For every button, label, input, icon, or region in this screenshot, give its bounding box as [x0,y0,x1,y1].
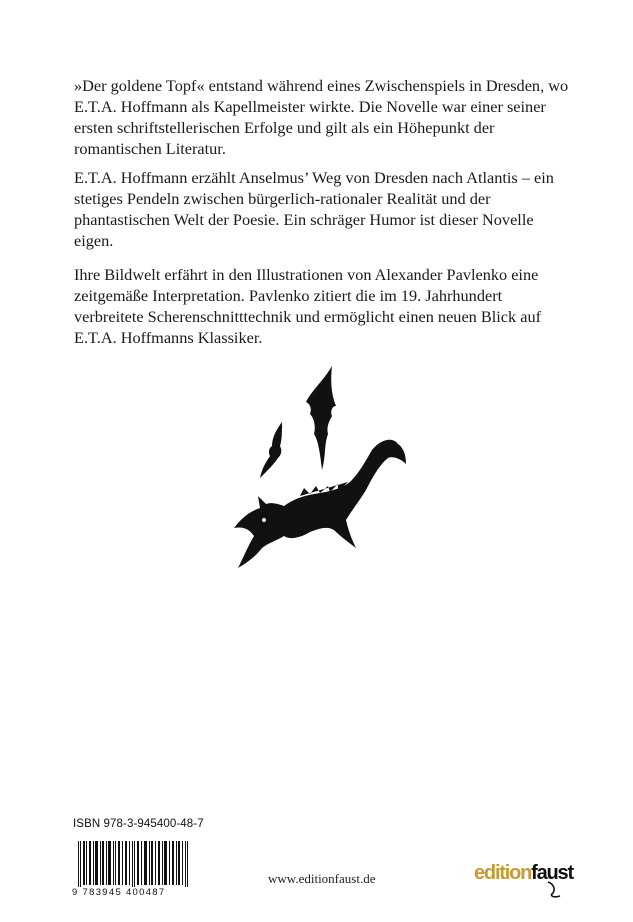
cat-eye-icon [262,518,266,522]
cat-body-icon [234,440,406,568]
logo-faust-text: faust [531,862,573,884]
isbn-label: ISBN 978-3-945400-48-7 [73,818,204,830]
blurb-paragraph-2: E.T.A. Hoffmann erzählt Anselmus’ Weg von Dresden nach Atlantis – ein stetiges Pendeln zwischen bürgerlich-rationaler Realität und der phantastischen Welt der Poesie. Ein schräger Humor ist dieser Novelle eigen. [74,168,554,250]
bat-small-icon [260,422,282,478]
blurb-paragraph-1: »Der goldene Topf« entstand während eines Zwischenspiels in Dresden, wo E.T.A. Hoffmann als Kapellmeister wirkte. Die Novelle war einer seiner ersten schriftstellerischen Erfolge und gilt als ein Höhepunkt der romantischen Literatur. [74,76,569,158]
blurb-paragraph-3: Ihre Bildwelt erfährt in den Illustrationen von Alexander Pavlenko eine zeitgemäße Interpretation. Pavlenko zitiert die im 19. Jahrhundert verbreitete Scherenschnitttechnik und ermöglicht einen neuen Blick auf E.T.A. Hoffmanns Klassiker. [74,265,542,347]
logo-edition-text: edition [474,862,532,884]
bat-large-icon [306,366,336,470]
logo-swash-icon [544,880,570,900]
black-cat-bats-silhouette-icon [220,360,420,600]
barcode-icon [72,841,199,891]
barcode-digits: 9 783945 400487 [72,887,199,898]
publisher-website-link[interactable]: www.editionfaust.de [268,871,376,886]
publisher-logo [474,862,574,902]
